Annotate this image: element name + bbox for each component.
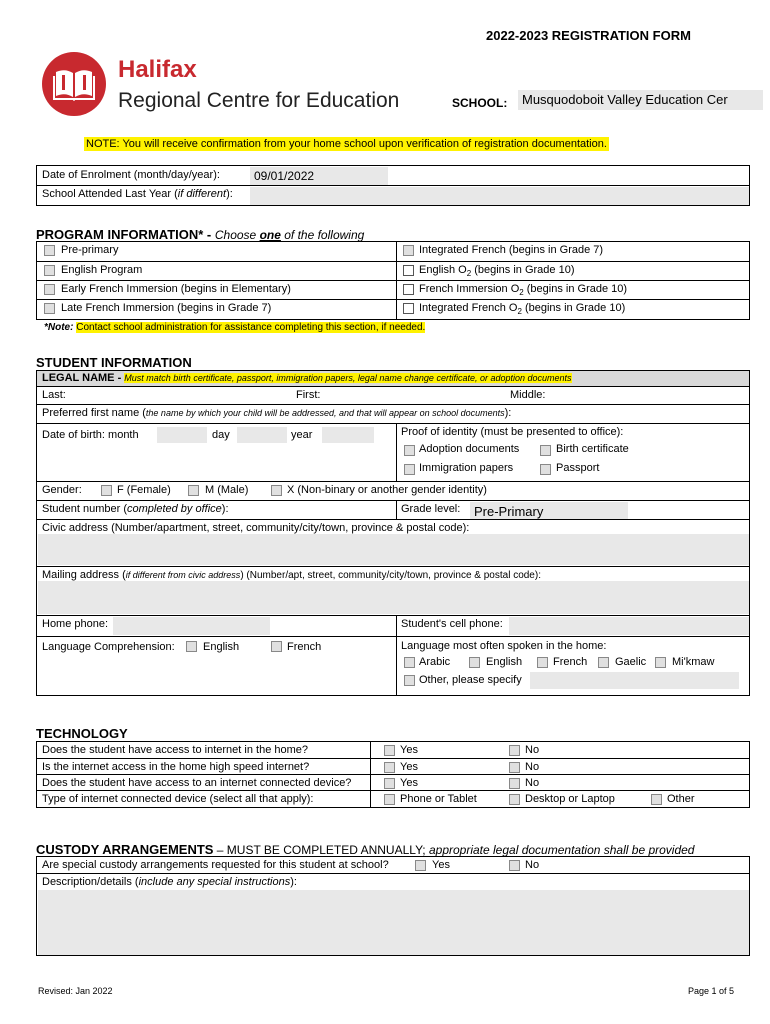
tech-q2-yes-label: Yes bbox=[400, 777, 418, 789]
tech-q2: Does the student have access to an internet connected device? bbox=[42, 777, 352, 789]
custody-no-label: No bbox=[525, 859, 540, 871]
dob-month-label: Date of birth: month bbox=[42, 429, 139, 441]
cell-phone-label: Student's cell phone: bbox=[401, 618, 503, 630]
program-right-3: Integrated French $O_2$ (begins in Grade 10) bbox=[419, 302, 626, 317]
page-number: Page 1 of 5 bbox=[688, 986, 735, 996]
grade-level-label: Grade level: bbox=[401, 503, 461, 515]
gender-label: Gender: bbox=[42, 484, 82, 496]
tech-q0-yes-label: Yes bbox=[400, 744, 418, 756]
proof-item-2: Immigration papers bbox=[419, 462, 514, 474]
program-right-1: English $O_2$ (begins in Grade 10) bbox=[419, 264, 575, 279]
home-mikmaw-label: Mi'kmaw bbox=[672, 656, 715, 668]
custody-yes-checkbox[interactable] bbox=[415, 860, 426, 871]
custody-description-field[interactable] bbox=[38, 890, 749, 955]
student-title: STUDENT INFORMATION bbox=[36, 355, 192, 370]
confirmation-note: NOTE: You will receive confirmation from your home school upon verification of registration documentation. bbox=[86, 138, 607, 150]
lang-home-label: Language most often spoken in the home: bbox=[401, 640, 607, 652]
last-name-label: Last: bbox=[42, 389, 66, 401]
student-number-label: Student number (completed by office): bbox=[42, 503, 229, 515]
civic-address-field[interactable] bbox=[38, 534, 749, 565]
device-desktop-checkbox[interactable] bbox=[509, 794, 520, 805]
home-mikmaw-checkbox[interactable] bbox=[655, 657, 666, 668]
home-arabic-label: Arabic bbox=[419, 656, 451, 668]
tech-q1-yes-label: Yes bbox=[400, 761, 418, 773]
enrolment-date-value: 09/01/2022 bbox=[254, 169, 315, 183]
first-name-label: First: bbox=[296, 389, 321, 401]
home-phone-label: Home phone: bbox=[42, 618, 109, 630]
adoption-docs-checkbox[interactable] bbox=[404, 445, 415, 456]
english-program-checkbox[interactable] bbox=[44, 265, 55, 276]
enrolment-date-label: Date of Enrolment (month/day/year): bbox=[42, 169, 220, 181]
proof-label: Proof of identity (must be presented to office): bbox=[401, 426, 624, 438]
late-french-checkbox[interactable] bbox=[44, 303, 55, 314]
logo-book-icon bbox=[42, 52, 106, 116]
middle-name-label: Middle: bbox=[510, 389, 546, 401]
school-value: Musquodoboit Valley Education Cer bbox=[522, 92, 728, 107]
home-french-label: French bbox=[553, 656, 588, 668]
program-title: PROGRAM INFORMATION* - Choose one of the following bbox=[36, 227, 365, 242]
birth-cert-checkbox[interactable] bbox=[540, 445, 551, 456]
comp-french-label: French bbox=[287, 641, 322, 653]
tech-q0-no-label: No bbox=[525, 744, 540, 756]
integrated-french-checkbox[interactable] bbox=[403, 245, 414, 256]
program-left-1: English Program bbox=[61, 264, 143, 276]
lang-comp-label: Language Comprehension: bbox=[42, 641, 175, 653]
proof-item-1: Birth certificate bbox=[556, 443, 629, 455]
custody-title: CUSTODY ARRANGEMENTS – MUST BE COMPLETED ANNUALLY; appropriate legal documentation shall be provided bbox=[36, 842, 695, 857]
french-immersion-o2-checkbox[interactable] bbox=[403, 284, 414, 295]
enrolment-date-field[interactable] bbox=[250, 167, 388, 185]
proof-item-3: Passport bbox=[556, 462, 600, 474]
home-gaelic-checkbox[interactable] bbox=[598, 657, 609, 668]
tech-q1: Is the internet access in the home high speed internet? bbox=[42, 761, 310, 773]
preferred-name-label: Preferred first name (the name by which your child will be addressed, and that will appear on school documents): bbox=[42, 407, 512, 419]
custody-question: Are special custody arrangements requested for this student at school? bbox=[42, 859, 389, 871]
home-other-checkbox[interactable] bbox=[404, 675, 415, 686]
tech-q1-no-label: No bbox=[525, 761, 540, 773]
form-title: 2022-2023 REGISTRATION FORM bbox=[486, 28, 691, 43]
tech-q0: Does the student have access to internet in the home? bbox=[42, 744, 308, 756]
program-left-3: Late French Immersion (begins in Grade 7) bbox=[61, 302, 272, 314]
home-french-checkbox[interactable] bbox=[537, 657, 548, 668]
proof-item-0: Adoption documents bbox=[419, 443, 520, 455]
device-other-label: Other bbox=[667, 793, 695, 805]
comp-english-label: English bbox=[203, 641, 240, 653]
dob-day-label: day bbox=[212, 429, 230, 441]
home-english-checkbox[interactable] bbox=[469, 657, 480, 668]
home-phone-field[interactable] bbox=[113, 617, 270, 635]
tech-q1-no-checkbox[interactable] bbox=[509, 762, 520, 773]
dob-year-field[interactable] bbox=[322, 427, 374, 443]
dob-month-field[interactable] bbox=[157, 427, 207, 443]
tech-q2-no-checkbox[interactable] bbox=[509, 778, 520, 789]
passport-checkbox[interactable] bbox=[540, 464, 551, 475]
logo-subtitle: Regional Centre for Education bbox=[118, 89, 400, 112]
cell-phone-field[interactable] bbox=[509, 617, 749, 635]
mailing-address-field[interactable] bbox=[38, 581, 749, 614]
school-attended-label: School Attended Last Year (if different): bbox=[42, 188, 233, 200]
home-english-label: English bbox=[486, 656, 523, 668]
device-phone-checkbox[interactable] bbox=[384, 794, 395, 805]
grade-level-value: Pre-Primary bbox=[474, 504, 544, 519]
tech-q0-no-checkbox[interactable] bbox=[509, 745, 520, 756]
dob-year-label: year bbox=[291, 429, 313, 441]
home-gaelic-label: Gaelic bbox=[615, 656, 647, 668]
english-o2-checkbox[interactable] bbox=[403, 265, 414, 276]
early-french-checkbox[interactable] bbox=[44, 284, 55, 295]
device-other-checkbox[interactable] bbox=[651, 794, 662, 805]
custody-no-checkbox[interactable] bbox=[509, 860, 520, 871]
legal-name-header: LEGAL NAME - Must match birth certificate, passport, immigration papers, legal name change certificate, or adoption documents bbox=[42, 372, 572, 384]
home-other-label: Other, please specify bbox=[419, 674, 522, 686]
custody-yes-label: Yes bbox=[432, 859, 450, 871]
custody-description-label: Description/details (include any special instructions): bbox=[42, 876, 297, 888]
gender-f-label: F (Female) bbox=[117, 484, 171, 496]
program-left-0: Pre-primary bbox=[61, 244, 119, 256]
comp-english-checkbox[interactable] bbox=[186, 641, 197, 652]
device-phone-label: Phone or Tablet bbox=[400, 793, 477, 805]
tech-q2-no-label: No bbox=[525, 777, 540, 789]
device-desktop-label: Desktop or Laptop bbox=[525, 793, 615, 805]
logo-name: Halifax bbox=[118, 56, 197, 83]
gender-x-checkbox[interactable] bbox=[271, 485, 282, 496]
school-label: SCHOOL: bbox=[452, 96, 508, 110]
home-other-field[interactable] bbox=[530, 672, 739, 689]
tech-q1-yes-checkbox[interactable] bbox=[384, 762, 395, 773]
school-attended-field[interactable] bbox=[250, 187, 749, 205]
immigration-checkbox[interactable] bbox=[404, 464, 415, 475]
program-note: *Note: Contact school administration for assistance completing this section, if needed. bbox=[44, 322, 426, 333]
grade-level-field[interactable] bbox=[470, 502, 628, 520]
gender-f-checkbox[interactable] bbox=[101, 485, 112, 496]
integrated-french-o2-checkbox[interactable] bbox=[403, 303, 414, 314]
preprimary-checkbox[interactable] bbox=[44, 245, 55, 256]
school-field[interactable] bbox=[518, 90, 763, 110]
tech-q2-yes-checkbox[interactable] bbox=[384, 778, 395, 789]
gender-m-label: M (Male) bbox=[205, 484, 249, 496]
gender-m-checkbox[interactable] bbox=[188, 485, 199, 496]
home-arabic-checkbox[interactable] bbox=[404, 657, 415, 668]
civic-address-label: Civic address (Number/apartment, street, community/city/town, province & postal code): bbox=[42, 522, 470, 534]
dob-day-field[interactable] bbox=[237, 427, 287, 443]
program-right-0: Integrated French (begins in Grade 7) bbox=[419, 244, 604, 256]
tech-q3: Type of internet connected device (select all that apply): bbox=[42, 793, 314, 805]
tech-q0-yes-checkbox[interactable] bbox=[384, 745, 395, 756]
mailing-address-label: Mailing address (if different from civic address) (Number/apt, street, community/city/town, province & postal code): bbox=[42, 569, 541, 581]
program-left-2: Early French Immersion (begins in Elementary) bbox=[61, 283, 291, 295]
gender-x-label: X (Non-binary or another gender identity) bbox=[287, 484, 487, 496]
technology-title: TECHNOLOGY bbox=[36, 726, 128, 741]
program-right-2: French Immersion $O_2$ (begins in Grade 10) bbox=[419, 283, 628, 298]
revised-date: Revised: Jan 2022 bbox=[38, 986, 113, 996]
comp-french-checkbox[interactable] bbox=[271, 641, 282, 652]
